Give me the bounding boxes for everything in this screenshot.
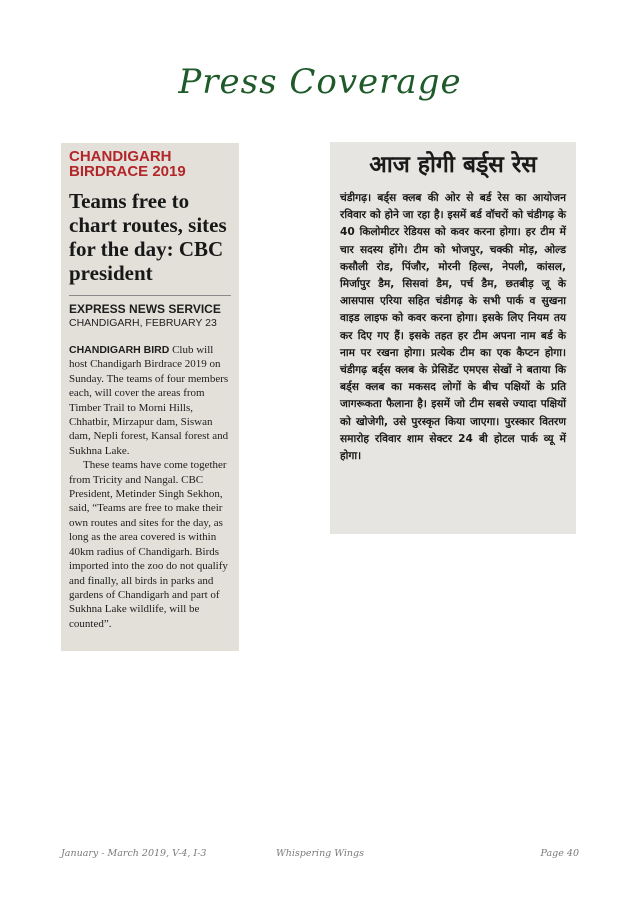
dateline: CHANDIGARH, FEBRUARY 23 [69, 317, 217, 329]
footer-issue: January - March 2019, V-4, I-3 [61, 848, 207, 859]
hindi-text: बर्ड्स क्लब की ओर से बर्ड रेस का आयोजन रविवार को होने जा रहा है। इसमें बर्ड वॉचरों को चंडीगढ़ के 40 किलोमीटर रेडियस को कवर करना होगा। हर टीम में चार सदस्य होंगे। टीम को भोजपुर, चक्की मोड़, ओल्ड कसौली रोड, पिंजौर, मोरनी हिल्स, नेपली, कांसल, मिर्जापुर डैम, सिसवां डैम, पर्च डैम, छतबीड़ जू के आसपास एरिया सहित चंडीगढ़ के सभी पार्क व सुखना वाइड लाइफ को कवर करना होगा। इसके लिए नियम तय कर दिए गए हैं। इसके तहत हर टीम अपना नाम बर्ड के नाम पर रखना होगा। प्रत्येक टीम का एक कैप्टन होगा। चंडीगढ़ बर्ड्स क्लब के प्रेसिडेंट एमएस सेखों ने बताया कि बर्ड्स क्लब का मकसद लोगों के बीच पक्षियों के प्रति जागरूकता फैलाना है। इसमें जो टीम सबसे ज्यादा पक्षियों को खोजेगी, उसे पुरस्कृत किया जाएगा। पुरस्कार वितरण समारोह रविवार शाम सेक्टर 24 बी होटल पार्क व्यू में होगा। [340, 192, 566, 463]
clipping-kicker [69, 149, 231, 179]
clipping-headline: Teams free to chart routes, sites for the day: CBC president [69, 189, 227, 285]
hindi-article-body [340, 190, 566, 465]
english-newspaper-clipping [61, 143, 239, 651]
footer-page-number: Page 40 [540, 848, 579, 859]
article-body [69, 343, 231, 631]
byline: EXPRESS NEWS SERVICE [69, 302, 221, 316]
hindi-newspaper-clipping [330, 142, 576, 534]
paragraph-lead: CHANDIGARH BIRD [69, 344, 170, 356]
hindi-headline: आज होगी बर्ड्स रेस [369, 152, 537, 178]
divider [69, 295, 231, 296]
hindi-lead: चंडीगढ़। [340, 192, 372, 204]
article-paragraph-2: These teams have come together from Tricity and Nangal. CBC President, Metinder Singh Sekhon, said, “Teams are free to make their own routes and sites for the day, as long as the area covered is within 40km radius of Chandigarh. Birds imported into the zoo do not qualify and finally, all birds in parks and gardens of Chandigarh and part of Sukhna Lake wildlife, will be counted”. [69, 459, 228, 630]
footer-publication: Whispering Wings [275, 848, 364, 859]
page-title: Press Coverage [178, 62, 462, 102]
article-paragraph-1 [69, 343, 231, 458]
kicker-line-2: BIRDRACE 2019 [69, 163, 186, 180]
paragraph-text: Club will host Chandigarh Birdrace 2019 on Sunday. The teams of four members each, will cover the areas from Timber Trail to Morni Hills, Chhatbir, Mirzapur dam, Siswan dam, Nepli forest, Kansal forest and Sukhna Lake. [69, 344, 229, 457]
kicker-line-1: CHANDIGARH [69, 148, 172, 165]
